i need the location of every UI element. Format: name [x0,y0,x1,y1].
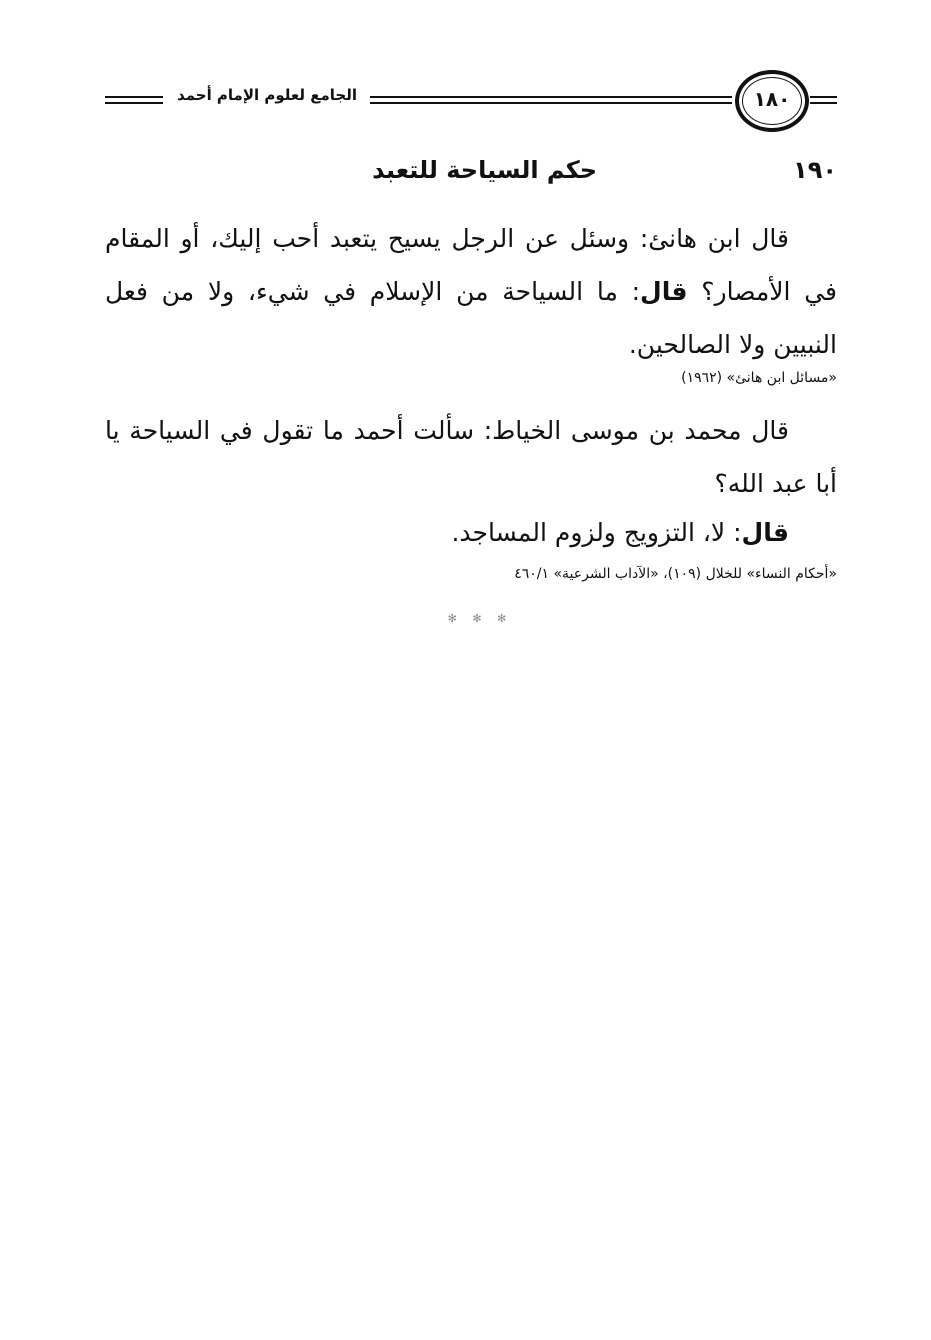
page-header [105,68,837,128]
section-ornament: ✻ ✻ ✻ [447,612,513,625]
page-number: ١٨٠ [753,87,791,111]
source-citation: «أحكام النساء» للخلال (١٠٩)، «الآداب الشرعية» ٤٦٠/١ [514,566,837,582]
paragraph-3 [105,506,837,559]
paragraph-text: قال محمد بن موسى الخياط: سألت أحمد ما تقول في السياحة يا أبا عبد الله؟ [105,416,837,498]
paragraph-text: : لا، التزويج ولزوم المساجد. [451,518,742,547]
header-rule-right [810,96,837,104]
entry-title: حكم السياحة للتعبد [372,156,597,184]
paragraph-2 [105,404,837,510]
source-citation: «مسائل ابن هانئ» (١٩٦٢) [681,370,837,386]
running-title: الجامع لعلوم الإمام أحمد [177,86,357,104]
paragraph-text: : ما السياحة من الإسلام في شيء، ولا من فعل النبيين ولا الصالحين. [105,277,837,359]
paragraph-text: قال ابن هانئ: وسئل عن الرجل يسيح يتعبد أحب إليك، أو المقام في الأمصار؟ [105,224,838,306]
page-number-badge [735,70,809,132]
lead-word: قال [640,277,688,306]
entry-number: ١٩٠ [793,156,837,184]
header-rule-left [105,96,163,104]
paragraph-1 [105,212,837,371]
lead-word: قال [741,518,789,547]
header-rule-middle [370,96,732,104]
section-heading [105,156,837,196]
